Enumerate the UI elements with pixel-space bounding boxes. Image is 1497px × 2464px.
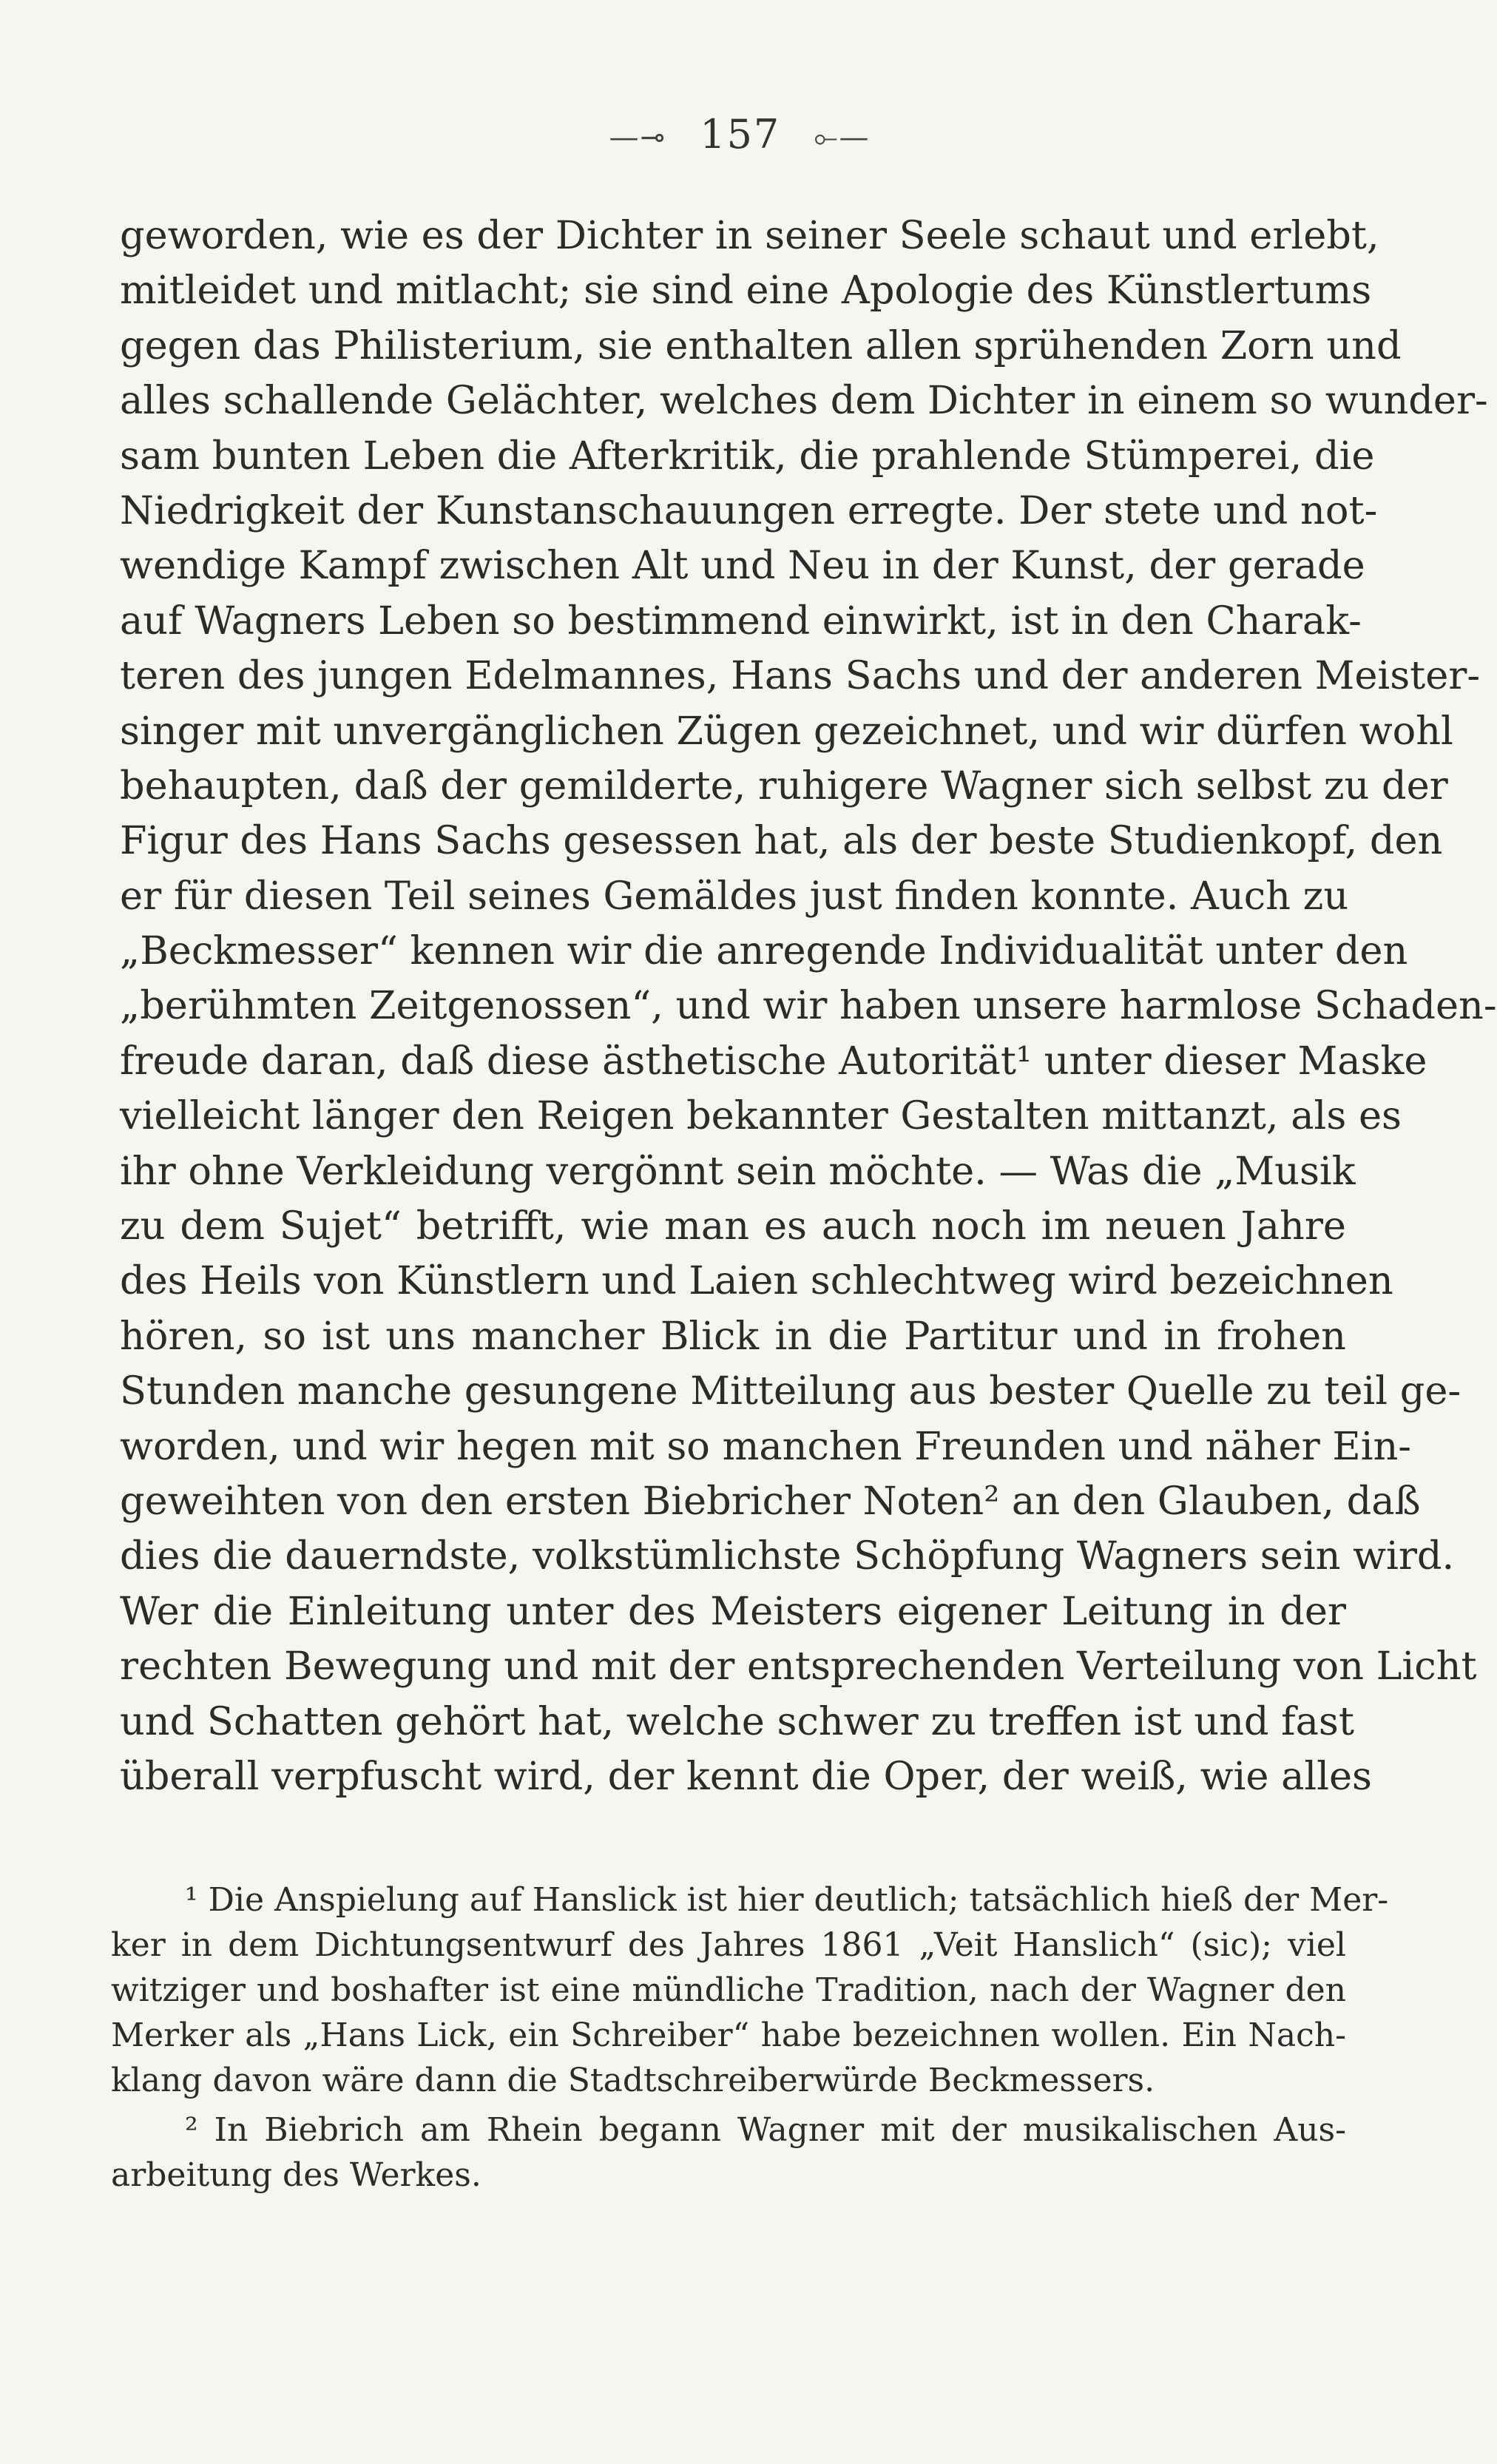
body-line: mitleidet und mitlacht; sie sind eine Apologie des Künstlertums bbox=[120, 268, 1372, 314]
body-line: geweihten von den ersten Biebricher Noten² an den Glauben, daß bbox=[120, 1478, 1421, 1524]
footnote-line: ker in dem Dichtungsentwurf des Jahres 1861 „Veit Hanslich“ (sic); viel bbox=[111, 1926, 1346, 1964]
body-line: ihr ohne Verkleidung vergönnt sein möchte. — Was die „Musik bbox=[120, 1148, 1356, 1194]
body-line: worden, und wir hegen mit so manchen Freunden und näher Ein- bbox=[120, 1423, 1412, 1469]
body-line: „Beckmesser“ kennen wir die anregende Individualität unter den bbox=[120, 928, 1408, 974]
body-line: teren des jungen Edelmannes, Hans Sachs und der anderen Meister- bbox=[120, 653, 1481, 699]
body-line: zu dem Sujet“ betrifft, wie man es auch noch im neuen Jahre bbox=[120, 1204, 1346, 1249]
header-ornament-right: ⟜— bbox=[814, 121, 871, 155]
body-line: „berühmten Zeitgenossen“, und wir haben unsere harmlose Schaden- bbox=[120, 983, 1497, 1029]
body-text bbox=[120, 209, 1497, 1804]
footnote-line: witziger und boshafter ist eine mündliche Tradition, nach der Wagner den bbox=[111, 1971, 1346, 2009]
body-line: dies die dauerndste, volkstümlichste Schöpfung Wagners sein wird. bbox=[120, 1533, 1455, 1579]
body-line: rechten Bewegung und mit der entsprechenden Verteilung von Licht bbox=[120, 1644, 1477, 1690]
page-number: 157 bbox=[700, 111, 781, 158]
footnote-line: Merker als „Hans Lick, ein Schreiber“ habe bezeichnen wollen. Ein Nach- bbox=[111, 2016, 1346, 2054]
footnote-line: ¹ Die Anspielung auf Hanslick ist hier deutlich; tatsächlich hieß der Mer- bbox=[185, 1881, 1389, 1919]
footnote-1 bbox=[111, 1877, 1389, 2103]
body-line: Niedrigkeit der Kunstanschauungen erregte. Der stete und not- bbox=[120, 487, 1378, 533]
body-line: gegen das Philisterium, sie enthalten allen sprühenden Zorn und bbox=[120, 323, 1402, 368]
footnote-line: klang davon wäre dann die Stadtschreiberwürde Beckmessers. bbox=[111, 2062, 1155, 2099]
footnotes bbox=[111, 1877, 1389, 2198]
footnote-2 bbox=[111, 2107, 1346, 2198]
body-line: singer mit unvergänglichen Zügen gezeichnet, und wir dürfen wohl bbox=[120, 708, 1453, 754]
header-ornament-left: —⊸ bbox=[609, 121, 667, 155]
body-line: Stunden manche gesungene Mitteilung aus bester Quelle zu teil ge- bbox=[120, 1368, 1461, 1414]
body-line: auf Wagners Leben so bestimmend einwirkt, ist in den Charak- bbox=[120, 598, 1362, 644]
body-line: hören, so ist uns mancher Blick in die Partitur und in frohen bbox=[120, 1313, 1346, 1359]
body-line: geworden, wie es der Dichter in seiner Seele schaut und erlebt, bbox=[120, 213, 1379, 258]
body-line: er für diesen Teil seines Gemäldes just finden konnte. Auch zu bbox=[120, 873, 1349, 919]
page-header bbox=[0, 111, 1479, 158]
footnote-line: ² In Biebrich am Rhein begann Wagner mit der musikalischen Aus- bbox=[185, 2111, 1346, 2149]
body-line: alles schallende Gelächter, welches dem Dichter in einem so wunder- bbox=[120, 378, 1488, 424]
body-line: wendige Kampf zwischen Alt und Neu in der Kunst, der gerade bbox=[120, 543, 1365, 589]
body-line: Figur des Hans Sachs gesessen hat, als der beste Studienkopf, den bbox=[120, 818, 1443, 864]
body-line: sam bunten Leben die Afterkritik, die prahlende Stümperei, die bbox=[120, 433, 1375, 479]
footnote-line: arbeitung des Werkes. bbox=[111, 2156, 481, 2194]
body-line: und Schatten gehört hat, welche schwer zu treffen ist und fast bbox=[120, 1698, 1354, 1744]
body-line: Wer die Einleitung unter des Meisters eigener Leitung in der bbox=[120, 1588, 1346, 1634]
body-line: behaupten, daß der gemilderte, ruhigere Wagner sich selbst zu der bbox=[120, 763, 1448, 809]
body-line: freude daran, daß diese ästhetische Autorität¹ unter dieser Maske bbox=[120, 1038, 1427, 1084]
body-line: überall verpfuscht wird, der kennt die Oper, der weiß, wie alles bbox=[120, 1753, 1372, 1799]
body-line: vielleicht länger den Reigen bekannter Gestalten mittanzt, als es bbox=[120, 1093, 1402, 1139]
body-line: des Heils von Künstlern und Laien schlechtweg wird bezeichnen bbox=[120, 1258, 1393, 1304]
